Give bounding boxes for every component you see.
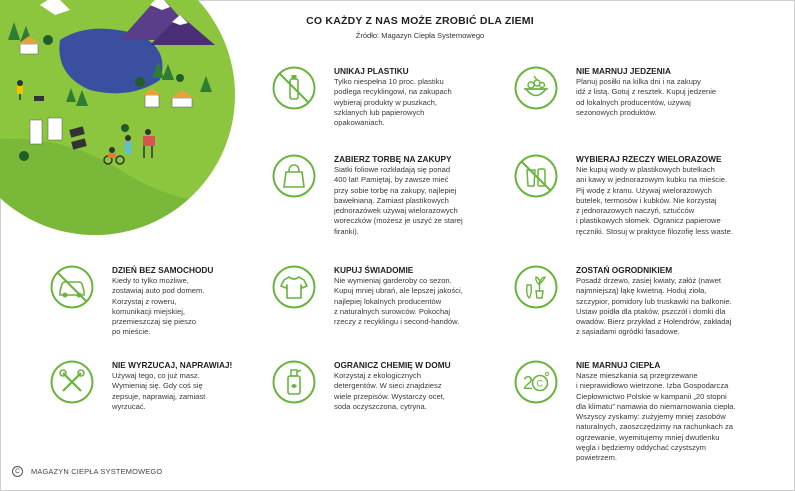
no-disposable-cup-icon <box>514 154 558 198</box>
tip-body: Używaj tego, co już masz. Wymieniaj się. Gdy coś się zepsuje, naprawiaj, zamiast wyrzucać. <box>112 371 206 411</box>
salad-bowl-icon <box>514 66 558 110</box>
tip-body: Nie wymieniaj garderoby co sezon. Kupuj mniej ubrań, ale lepszej jakości, najlepiej lokalnych producentów z naturalnych surowców. Pokochaj rzeczy z recyklingu i second-handów. <box>334 276 463 327</box>
tools-icon <box>50 360 94 404</box>
source-line: Źródło: Magazyn Ciepła Systemowego <box>355 31 485 40</box>
tip-shop-consciously <box>272 265 512 340</box>
tip-heading: KUPUJ ŚWIADOMIE <box>334 265 414 275</box>
svg-text:2: 2 <box>523 373 534 393</box>
detergent-bottle-icon <box>272 360 316 404</box>
shopping-bag-icon <box>272 154 316 198</box>
tip-avoid-plastic <box>272 66 512 136</box>
tip-heading: ZOSTAŃ OGRODNIKIEM <box>576 265 673 275</box>
copyright-icon: C <box>12 466 23 477</box>
t-shirt-icon <box>272 265 316 309</box>
tip-become-gardener <box>514 265 784 345</box>
tip-heading: NIE MARNUJ CIEPŁA <box>576 360 661 370</box>
tip-car-free-day <box>50 265 250 345</box>
tip-heading: NIE MARNUJ JEDZENIA <box>576 66 671 76</box>
tip-body: Tylko niespełna 10 proc. plastiku podlega recyklingowi, na zakupach wybieraj produkty w puszkach, szklanych lub papierowych opakowaniach. <box>334 77 452 128</box>
tip-heading: UNIKAJ PLASTIKU <box>334 66 409 76</box>
tip-choose-reusable <box>514 154 784 249</box>
tip-body: Korzystaj z ekologicznych detergentów. W sieci znajdziesz wiele przepisów. Wystarczy ocet, soda oczyszczona, cytryna. <box>334 371 445 411</box>
tip-dont-waste-heat <box>514 360 784 475</box>
plant-pot-icon <box>514 265 558 309</box>
no-car-icon <box>50 265 94 309</box>
tip-heading: WYBIERAJ RZECZY WIELORAZOWE <box>576 154 722 164</box>
tip-heading: ZABIERZ TORBĘ NA ZAKUPY <box>334 154 452 164</box>
twenty-degrees-icon <box>514 360 558 404</box>
page-title: CO KAŻDY Z NAS MOŻE ZROBIĆ DLA ZIEMI <box>306 15 534 27</box>
tip-limit-chemicals <box>272 360 512 420</box>
tip-body: Siatki foliowe rozkładają się ponad 400 lat! Pamiętaj, by zawsze mieć przy sobie torbę na zakupy, najlepiej bawełnianą. Zamiast plastikowych jednorazówek używaj wielorazowych woreczków (możesz je uszyć ze starej firanki). <box>334 165 463 236</box>
tip-dont-waste-food <box>514 66 784 126</box>
no-plastic-bottle-icon <box>272 66 316 110</box>
svg-text:C: C <box>536 378 543 389</box>
tip-body: Posadź drzewo, zasiej kwiaty, załóż (nawet najmniejszą) łąkę kwietną. Hoduj zioła, szczypior, pomidory lub truskawki na balkonie. Ustaw poidła dla ptaków, pszczół i domki dla owadów. Bierz przykład z Holendrów, zakładaj z sąsiadami ogródki fasadowe. <box>576 276 732 337</box>
tip-body: Nie kupuj wody w plastikowych butelkach ani kawy w jednorazowym kubku na mieście. Pij wodę z kranu. Używaj wielorazowych butelek, termosów i kubków. Nie korzystaj z jednorazowych naczyń, sztućców i plastikowych słomek. Ogranicz papierowe ręczniki. Stosuj w praktyce filozofię less waste. <box>576 165 733 236</box>
tip-heading: DZIEŃ BEZ SAMOCHODU <box>112 265 214 275</box>
footer-text: MAGAZYN CIEPŁA SYSTEMOWEGO <box>31 467 163 476</box>
tip-body: Planuj posiłki na kilka dni i na zakupy idź z listą. Gotuj z resztek. Kupuj jedzenie od lokalnych producentów, używaj sezonowych produktów. <box>576 77 717 117</box>
tip-bring-bag <box>272 154 512 249</box>
tip-heading: NIE WYRZUCAJ, NAPRAWIAJ! <box>112 360 233 370</box>
tip-repair <box>50 360 260 420</box>
tip-heading: OGRANICZ CHEMIĘ W DOMU <box>334 360 451 370</box>
tip-body: Kiedy to tylko możliwe, zostawiaj auto pod domem. Korzystaj z roweru, komunikacji miejskiej, przemieszczaj się pieszo po mieście. <box>112 276 205 337</box>
footer <box>12 466 162 477</box>
tip-body: Nasze mieszkania są przegrzewane i nieprawidłowo wietrzone. Izba Gospodarcza Ciepłownictwo Polskie w kampanii „20 stopni dla klimatu” namawia do niemarnowania ciepła. Wszyscy zyskamy: zużyjemy mniej zasobów naturalnych, zaoszczędzimy na rachunkach za ogrzewanie, wyemitujemy mniej dwutlenku węgla i będziemy oddychać czystszym powietrzem. <box>576 371 736 463</box>
earth-illustration <box>0 0 240 245</box>
